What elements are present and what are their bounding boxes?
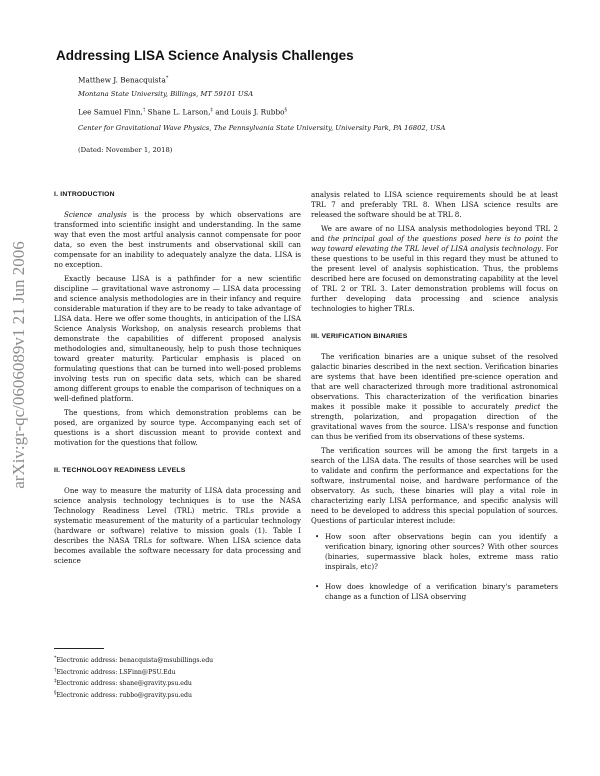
question-list — [311, 532, 558, 602]
paragraph-text: is the process by which observations are transformed into scientific insight and understanding. In the same way that even the most artful analysis cannot compensate for poor data, so even the best instruments and observational skill can compensate for an inability to adequately analyze the data. LISA is no exception. — [54, 210, 301, 269]
footnote — [54, 666, 304, 678]
footnote-text: Electronic address: rubbo@gravity.psu.edu — [56, 692, 193, 700]
footnote — [54, 654, 304, 666]
author-name: Shane L. Larson, — [145, 107, 211, 117]
section-heading: III. VERIFICATION BINARIES — [311, 333, 408, 340]
left-column — [54, 190, 301, 570]
author-footnote-mark: † — [142, 107, 146, 113]
paragraph: The questions, from which demonstration problems can be posed, are organized by source type. Accompanying each set of questions is a short discussion meant to provide context and motivation for the questions that follow. — [54, 408, 301, 447]
footnote-text: Electronic address: benacquista@msubillings.edu — [56, 657, 214, 665]
paragraph-text: . For these questions to be useful in this regard they must be attuned to the present level of analysis sophistication. Thus, the problems described here are focused on demonstrating capability at the level of TRL 2 or TRL 3. Later demonstration problems will focus on further developing data processing and science analysis technologies to higher TRLs. — [311, 244, 558, 313]
section-heading: I. INTRODUCTION — [54, 191, 115, 198]
affiliation-2: Center for Gravitational Wave Physics, The Pennsylvania State University, University Park, PA 16802, USA — [78, 124, 446, 132]
emphasis-text: Science analysis — [64, 210, 127, 219]
paragraph — [311, 224, 558, 314]
footnote-text: Electronic address: LSFinn@PSU.Edu — [56, 668, 176, 676]
footnote — [54, 677, 304, 689]
author-line-1 — [78, 75, 168, 84]
arxiv-stamp — [4, 210, 34, 520]
footnote-mark: * — [54, 655, 57, 661]
list-item: • How does knowledge of a verification binary's parameters change as a function of LISA observing — [325, 582, 558, 602]
paragraph: One way to measure the maturity of LISA data processing and science analysis technology techniques is to use the NASA Technology Readiness Level (TRL) metric. TRLs provide a systematic measurement of the maturity of a particular technology (hardware or software) relative to mission goals (1). Table I describes the NASA TRLs for software. When LISA science data becomes available the software necessary for data processing and science — [54, 486, 301, 565]
footnote-mark: ‡ — [54, 678, 57, 685]
footnote — [54, 689, 304, 701]
author-name: Matthew J. Benacquista — [78, 75, 166, 85]
footnote-mark: † — [54, 666, 57, 673]
paragraph-text: the strength, polarization, and propagation direction of the gravitational waves from the source. LISA's response and function can thus be verified from its observations of these systems. — [311, 402, 559, 441]
author-footnote-mark: * — [165, 75, 169, 81]
section-heading: II. TECHNOLOGY READINESS LEVELS — [54, 467, 186, 474]
paragraph — [54, 210, 301, 270]
paragraph-text: We are aware of no LISA analysis methodologies beyond TRL 2 and — [311, 224, 558, 243]
author-footnote-mark: ‡ — [210, 107, 213, 113]
footnotes — [54, 648, 304, 701]
right-column — [311, 190, 558, 612]
list-item: • How soon after observations begin can you identify a verification binary, ignoring other sources? With other sources (binaries, supermassive black holes, extreme mass ratio inspirals, etc)? — [325, 532, 558, 572]
author-name: Lee Samuel Finn, — [78, 107, 143, 117]
paragraph: The verification sources will be among the first targets in a search of the LISA data. The results of those searches will be used to validate and confirm the performance and expectations for the software, instrumental noise, and hardware performance of the observatory. As such, these binaries will play a vital role in characterizing early LISA performance, and specific analysis will need to be developed to address this special population of sources. Questions of particular interest include: — [311, 446, 558, 525]
paragraph: Exactly because LISA is a pathfinder for a new scientific discipline — gravitational wave astronomy — LISA data processing and science analysis methodologies are in their infancy and require considerable maturation if they are to be ready to take advantage of LISA data. Here we offer some thoughts, in anticipation of the LISA Science Analysis Workshop, on analysis research problems that demonstrate the capabilities of different proposed analysis methodologies and, simultaneously, help to push those techniques toward greater maturity. Particular emphasis is placed on formulating questions that can be turned into well-posed problems involving tests run on specific data sets, which can be shared among different groups to enable the comparison of techniques on a well-defined platform. — [54, 274, 301, 403]
author-footnote-mark: § — [284, 107, 288, 113]
arxiv-stamp-text: arXiv:gr-qc/0606089v1 21 Jun 2006 — [9, 241, 29, 489]
paragraph — [311, 352, 558, 442]
date-line: (Dated: November 1, 2018) — [78, 146, 173, 154]
author-name: and Louis J. Rubbo — [212, 107, 285, 117]
emphasis-text: predict — [514, 402, 541, 411]
author-line-2 — [78, 107, 287, 116]
footnote-text: Electronic address: shane@gravity.psu.edu — [56, 680, 192, 688]
affiliation-1: Montana State University, Billings, MT 59101 USA — [78, 90, 254, 98]
paper-title: Addressing LISA Science Analysis Challenges — [56, 48, 354, 63]
paragraph: analysis related to LISA science requirements should be at least TRL 7 and preferably TRL 8. When LISA science results are released the software should be at TRL 8. — [311, 190, 558, 219]
emphasis-text: the principal goal of the questions posed here is to point the way toward elevating the TRL level of LISA analysis technology — [311, 234, 558, 253]
footnote-mark: § — [54, 689, 57, 696]
footnote-rule — [54, 648, 104, 649]
paragraph-text: The verification binaries are a unique subset of the resolved galactic binaries described in the next section. Verification binaries are systems that have been identified pre-science operation and that are well characterized through more traditional astronomical observations. This characterization of the verification binaries makes it possible make it possible to accurately — [311, 352, 558, 411]
